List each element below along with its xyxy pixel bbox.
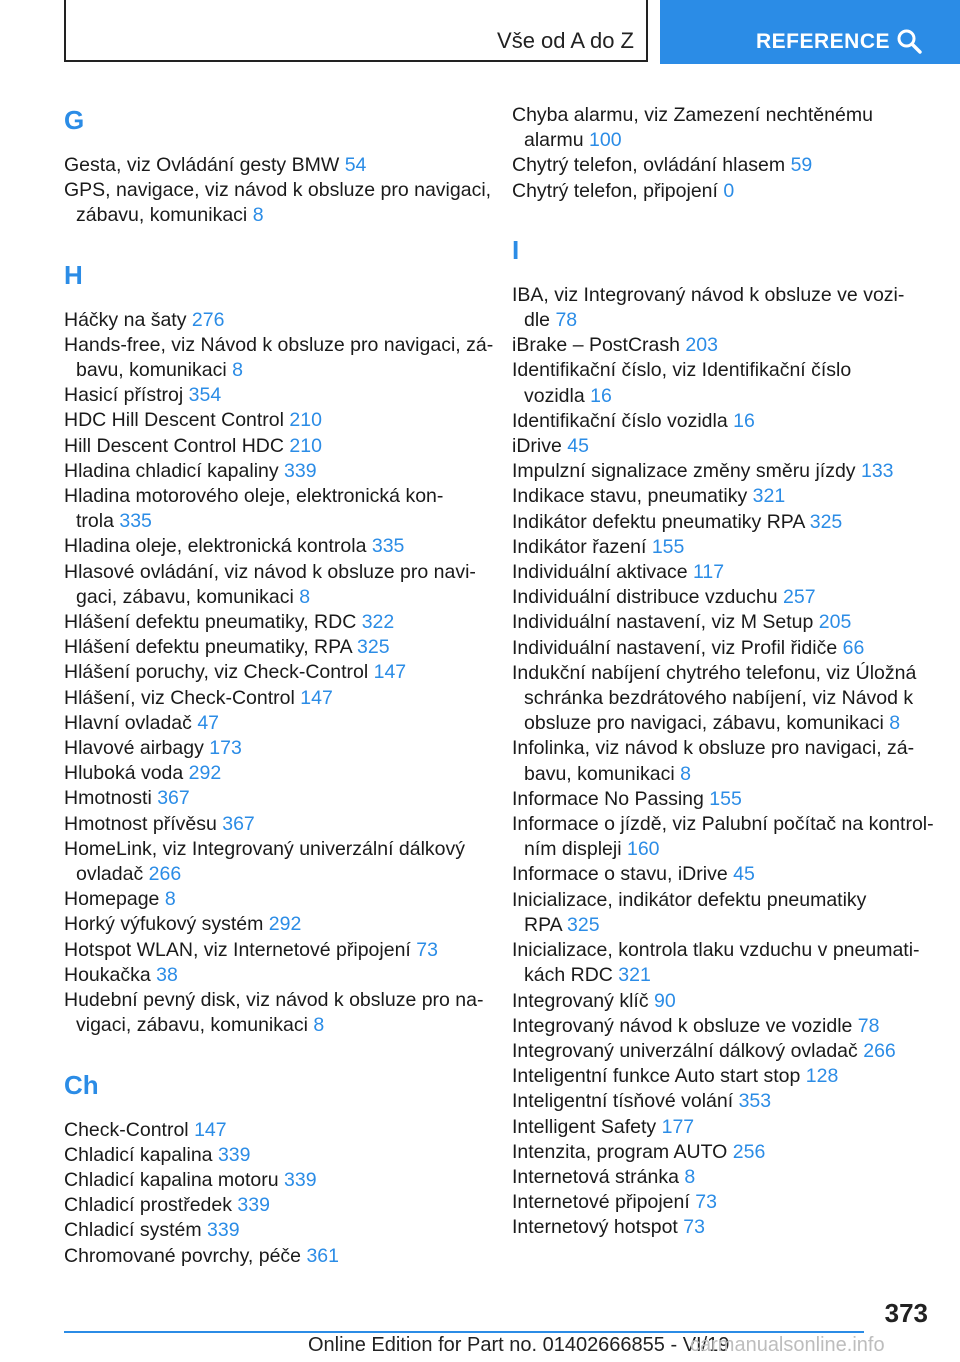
index-entry-text: Individuální distribuce vzduchu xyxy=(512,586,778,609)
index-entry-text: obsluze pro navigaci, zábavu, komunikaci xyxy=(524,712,884,735)
index-entry-text: Hmotnosti xyxy=(64,787,152,810)
index-entry-text: alarmu xyxy=(524,129,584,152)
index-entry-text: Identifikační číslo, viz Identifikační číslo xyxy=(512,359,852,382)
page-reference-link[interactable]: 339 xyxy=(237,1194,270,1217)
index-entry xyxy=(512,434,932,459)
index-entry-text: zábavu, komunikaci xyxy=(76,204,248,227)
page-reference-link[interactable]: 266 xyxy=(148,863,182,886)
page-reference-link[interactable]: 210 xyxy=(289,434,322,457)
index-entry xyxy=(512,812,932,862)
index-entry xyxy=(512,333,932,358)
page-reference-link[interactable]: 367 xyxy=(157,787,190,810)
index-entry-text: Informace o jízdě, viz Palubní počítač na kontrol- xyxy=(512,813,934,836)
section-gap xyxy=(64,229,484,255)
index-entry xyxy=(64,459,484,484)
watermark: carmanualsonline.info xyxy=(690,1334,885,1356)
page-reference-link[interactable]: 78 xyxy=(555,309,578,332)
index-entry-text: iDrive xyxy=(512,435,562,458)
index-entry xyxy=(512,888,932,938)
index-entry-text: Gesta, viz Ovládání gesty BMW xyxy=(64,154,340,176)
index-entry-text: Chyba alarmu, viz Zamezení nechtěnému xyxy=(512,104,873,126)
page-reference-link[interactable]: 361 xyxy=(306,1244,339,1267)
index-entry xyxy=(512,179,932,204)
index-entry-text: Hudební pevný disk, viz návod k obsluze pro na- xyxy=(64,989,484,1012)
page-reference-link[interactable]: 325 xyxy=(809,510,843,533)
index-entry xyxy=(512,1064,932,1089)
index-entry-text: Hluboká voda xyxy=(64,762,184,785)
index-entry xyxy=(64,560,484,610)
page-reference-link[interactable]: 339 xyxy=(284,1168,317,1191)
page-reference-link[interactable]: 147 xyxy=(373,661,407,684)
index-entry xyxy=(512,510,932,535)
index-entry-text: Intenzita, program AUTO xyxy=(512,1140,728,1163)
page-reference-link[interactable]: 325 xyxy=(567,913,600,936)
index-entry xyxy=(64,1193,484,1218)
page-reference-link[interactable]: 47 xyxy=(197,711,220,734)
page-reference-link[interactable]: 292 xyxy=(268,913,302,936)
page-reference-link[interactable]: 8 xyxy=(889,712,901,735)
index-entry xyxy=(512,560,932,585)
index-entry-text: Inicializace, kontrola tlaku vzduchu v pneumati- xyxy=(512,939,920,962)
index-letter-heading: H xyxy=(64,259,83,290)
page-reference-link[interactable]: 160 xyxy=(626,838,660,861)
index-entry-text: Indikátor řazení xyxy=(512,535,647,558)
page-reference-link[interactable]: 210 xyxy=(289,409,322,432)
page-reference-link[interactable]: 339 xyxy=(207,1219,240,1242)
index-entry-text: Informace o stavu, iDrive xyxy=(512,863,728,886)
page-reference-link[interactable]: 155 xyxy=(709,787,742,810)
index-entry-text: vozidla xyxy=(524,384,585,407)
page-reference-link[interactable]: 147 xyxy=(300,686,333,709)
index-entry xyxy=(512,661,932,737)
index-entry xyxy=(512,787,932,812)
index-entry-text: Individuální aktivace xyxy=(512,561,688,584)
index-entry-text: Hladina motorového oleje, elektronická kon- xyxy=(64,485,444,508)
search-icon[interactable] xyxy=(896,28,922,54)
index-entry xyxy=(64,1218,484,1243)
page-reference-link[interactable]: 38 xyxy=(156,963,178,986)
index-entry-text: Integrovaný klíč xyxy=(512,989,649,1012)
index-entry-text: Hands-free, viz Návod k obsluze pro navigaci, zá- xyxy=(64,333,494,356)
index-entry-text: RPA xyxy=(524,913,562,936)
index-entry-text: Inteligentní tísňové volání xyxy=(512,1090,734,1113)
index-entry xyxy=(512,1190,932,1215)
index-entry xyxy=(512,1014,932,1039)
index-entry xyxy=(64,408,484,433)
index-entry xyxy=(512,989,932,1014)
index-entry xyxy=(64,887,484,912)
index-entry xyxy=(64,1118,484,1143)
index-letter-heading: Ch xyxy=(64,1069,99,1100)
index-entry-text: Impulzní signalizace změny směru jízdy xyxy=(512,460,856,483)
index-entry-text: Háčky na šaty xyxy=(64,308,187,331)
index-entry-text: kách RDC xyxy=(524,964,613,987)
index-entry xyxy=(64,1168,484,1193)
index-entry xyxy=(64,988,484,1038)
index-entry-text: Indikace stavu, pneumatiky xyxy=(512,485,748,508)
index-entry xyxy=(512,610,932,635)
index-entry-text: Hlasové ovládání, viz návod k obsluze pro navi- xyxy=(64,560,476,583)
index-entry xyxy=(512,938,932,988)
index-entry-text: Indukční nabíjení chytrého telefonu, viz Úložná xyxy=(512,661,917,684)
index-entry xyxy=(64,610,484,635)
index-entry-text: bavu, komunikaci xyxy=(76,359,227,382)
page-reference-link[interactable]: 8 xyxy=(232,359,243,382)
index-entry xyxy=(512,459,932,484)
index-entry-text: Integrovaný univerzální dálkový ovladač xyxy=(512,1039,858,1062)
page-reference-link[interactable]: 335 xyxy=(371,535,405,558)
index-entry-text: Chytrý telefon, připojení xyxy=(512,179,718,202)
index-entry-text: Chytrý telefon, ovládání hlasem xyxy=(512,154,786,177)
index-entry xyxy=(64,333,494,383)
index-entry xyxy=(64,963,484,988)
page-reference-link[interactable]: 59 xyxy=(790,154,813,177)
index-entry xyxy=(64,178,492,228)
page-reference-link[interactable]: 205 xyxy=(818,611,852,634)
index-entry xyxy=(64,912,484,937)
index-entry-text: Hlášení, viz Check-Control xyxy=(64,686,295,709)
page-reference-link[interactable]: 8 xyxy=(313,1014,325,1037)
page-reference-link[interactable]: 128 xyxy=(805,1065,839,1088)
section-gap xyxy=(64,1039,484,1065)
index-entry-text: Chromované povrchy, péče xyxy=(64,1244,302,1267)
index-entry xyxy=(64,383,484,408)
index-entry xyxy=(64,308,484,333)
page-reference-link[interactable]: 73 xyxy=(416,938,438,961)
index-entry xyxy=(512,636,932,661)
index-column-left xyxy=(64,100,494,1269)
index-entry xyxy=(64,660,484,685)
page-reference-link[interactable]: 256 xyxy=(732,1140,766,1163)
page-reference-link[interactable]: 276 xyxy=(191,308,225,331)
page-reference-link[interactable]: 354 xyxy=(188,384,222,407)
page-reference-link[interactable]: 177 xyxy=(661,1115,695,1138)
section-title: Vše od A do Z xyxy=(497,28,634,53)
page-reference-link[interactable]: 8 xyxy=(252,204,264,227)
page-reference-link[interactable]: 339 xyxy=(217,1143,251,1166)
index-entry-text: vigaci, zábavu, komunikaci xyxy=(76,1014,308,1037)
page-reference-link[interactable]: 8 xyxy=(680,762,691,785)
index-entry xyxy=(64,534,484,559)
page-reference-link[interactable]: 66 xyxy=(842,636,865,659)
index-entry xyxy=(64,434,484,459)
index-entry xyxy=(64,938,484,963)
page-reference-link[interactable]: 8 xyxy=(164,888,176,911)
index-entry-text: Chladicí prostředek xyxy=(64,1194,232,1217)
index-entry-text: trola xyxy=(76,510,114,533)
index-entry-text: Hladina chladicí kapaliny xyxy=(64,459,279,482)
page-reference-link[interactable]: 292 xyxy=(188,762,222,785)
index-entry xyxy=(64,484,484,534)
index-entry xyxy=(64,736,484,761)
page-reference-link[interactable]: 173 xyxy=(209,737,242,760)
page-reference-link[interactable]: 321 xyxy=(618,964,651,987)
index-entry-text: Inteligentní funkce Auto start stop xyxy=(512,1065,801,1088)
index-entry-text: iBrake – PostCrash xyxy=(512,334,680,357)
page-reference-link[interactable]: 16 xyxy=(733,409,755,432)
reference-tab[interactable] xyxy=(660,0,960,64)
index-entry xyxy=(64,761,484,786)
index-entry-text: dle xyxy=(524,309,551,332)
index-entry-text: Informace No Passing xyxy=(512,787,704,810)
index-entry xyxy=(512,1115,932,1140)
index-entry-text: Chladicí systém xyxy=(64,1219,202,1242)
index-letter-heading: G xyxy=(64,105,85,135)
footer-divider xyxy=(64,1331,864,1333)
index-entry-text: Chladicí kapalina xyxy=(64,1143,213,1166)
index-entry-text: Horký výfukový systém xyxy=(64,913,264,936)
index-entry-text: Hmotnost přívěsu xyxy=(64,812,217,835)
index-entry-text: GPS, navigace, viz návod k obsluze pro navigaci, xyxy=(64,179,492,202)
index-entry xyxy=(64,837,484,887)
page-reference-link[interactable]: 90 xyxy=(654,989,676,1012)
page-reference-link[interactable]: 117 xyxy=(693,561,725,584)
index-entry-text: Hotspot WLAN, viz Internetové připojení xyxy=(64,938,411,961)
index-entry xyxy=(512,1089,932,1114)
index-entry-text: HDC Hill Descent Control xyxy=(64,409,284,432)
page-reference-link[interactable]: 325 xyxy=(357,636,390,659)
index-entry xyxy=(512,103,932,153)
index-entry xyxy=(64,686,484,711)
page-reference-link[interactable]: 54 xyxy=(344,154,367,176)
index-entry-text: HomeLink, viz Integrovaný univerzální dálkový xyxy=(64,837,466,860)
index-entry-text: Identifikační číslo vozidla xyxy=(512,409,728,432)
index-entry-text: ním displeji xyxy=(524,838,622,861)
page-reference-link[interactable]: 16 xyxy=(590,384,612,407)
index-entry xyxy=(512,736,932,786)
index-entry xyxy=(512,1165,932,1190)
index-entry-text: Individuální nastavení, viz M Setup xyxy=(512,611,814,634)
index-entry xyxy=(512,862,932,887)
index-entry-text: Inicializace, indikátor defektu pneumatiky xyxy=(512,888,867,911)
index-entry xyxy=(64,812,484,837)
page-reference-link[interactable]: 266 xyxy=(863,1039,896,1062)
index-entry xyxy=(64,635,484,660)
index-entry xyxy=(64,153,484,178)
page-reference-link[interactable]: 335 xyxy=(119,510,152,533)
index-entry xyxy=(512,283,932,333)
page-reference-link[interactable]: 353 xyxy=(738,1090,772,1113)
page-reference-link[interactable]: 133 xyxy=(860,460,894,483)
index-entry-text: Check-Control xyxy=(64,1118,189,1141)
index-entry-text: Hlášení poruchy, viz Check-Control xyxy=(64,661,369,684)
index-entry-text: Integrovaný návod k obsluze ve vozidle xyxy=(512,1014,853,1037)
index-entry xyxy=(512,358,932,408)
index-entry-text: Internetové připojení xyxy=(512,1191,690,1214)
page-reference-link[interactable]: 203 xyxy=(685,334,718,357)
page-reference-link[interactable]: 155 xyxy=(651,535,685,558)
index-entry-text: ovladač xyxy=(76,863,144,886)
index-entry-text: Hill Descent Control HDC xyxy=(64,434,284,457)
page-reference-link[interactable]: 73 xyxy=(683,1216,705,1239)
index-entry-text: bavu, komunikaci xyxy=(524,762,675,785)
index-entry-text: Internetový hotspot xyxy=(512,1216,678,1239)
page-reference-link[interactable]: 322 xyxy=(361,611,395,634)
index-entry-text: gaci, zábavu, komunikaci xyxy=(76,585,294,608)
index-entry-text: Individuální nastavení, viz Profil řidiče xyxy=(512,636,838,659)
index-entry-text: Internetová stránka xyxy=(512,1165,679,1188)
index-column-right xyxy=(512,103,932,1241)
page-reference-link[interactable]: 8 xyxy=(684,1165,696,1188)
page-reference-link[interactable]: 78 xyxy=(857,1014,880,1037)
index-entry xyxy=(512,1039,932,1064)
section-gap xyxy=(512,204,932,230)
page-reference-link[interactable]: 8 xyxy=(299,585,311,608)
index-entry-text: Chladicí kapalina motoru xyxy=(64,1168,279,1191)
index-entry-text: Hlášení defektu pneumatiky, RDC xyxy=(64,611,357,634)
section-header-box xyxy=(64,0,648,62)
index-entry-text: Hladina oleje, elektronická kontrola xyxy=(64,535,367,558)
index-entry-text: Homepage xyxy=(64,888,160,911)
index-entry xyxy=(512,1140,932,1165)
index-entry xyxy=(512,484,932,509)
index-entry-text: Hlášení defektu pneumatiky, RPA xyxy=(64,636,352,659)
index-entry xyxy=(64,711,484,736)
index-entry-text: Infolinka, viz návod k obsluze pro navigaci, zá- xyxy=(512,737,915,760)
page-reference-link[interactable]: 0 xyxy=(723,179,735,202)
index-entry-text: Indikátor defektu pneumatiky RPA xyxy=(512,510,805,533)
index-entry xyxy=(512,153,932,178)
index-entry-text: IBA, viz Integrovaný návod k obsluze ve vozi- xyxy=(512,283,905,306)
index-entry-text: Houkačka xyxy=(64,963,151,986)
page-reference-link[interactable]: 100 xyxy=(589,129,622,152)
index-entry-text: Intelligent Safety xyxy=(512,1115,657,1138)
reference-label: REFERENCE xyxy=(756,30,891,53)
page-reference-link[interactable]: 45 xyxy=(733,863,755,886)
index-entry xyxy=(64,1244,484,1269)
index-entry xyxy=(512,409,932,434)
edition-text: Online Edition for Part no. 01402666855 - VI/19 xyxy=(308,1334,730,1356)
index-entry-text: Hlavové airbagy xyxy=(64,737,204,760)
index-entry xyxy=(64,1143,484,1168)
index-entry xyxy=(512,1215,932,1240)
index-entry xyxy=(512,585,932,610)
index-entry-text: Hasicí přístroj xyxy=(64,384,184,407)
index-letter-heading: I xyxy=(512,234,520,265)
page-reference-link[interactable]: 73 xyxy=(695,1191,717,1214)
index-entry xyxy=(64,786,484,811)
page-reference-link[interactable]: 339 xyxy=(284,459,317,482)
page-reference-link[interactable]: 45 xyxy=(567,435,589,458)
index-entry xyxy=(512,535,932,560)
index-entry-text: schránka bezdrátového nabíjení, viz Návod k xyxy=(524,687,914,710)
index-entry-text: Hlavní ovladač xyxy=(64,711,192,734)
page-reference-link[interactable]: 257 xyxy=(783,586,816,609)
page-reference-link[interactable]: 147 xyxy=(194,1118,227,1141)
page-number: 373 xyxy=(884,1298,928,1328)
page-reference-link[interactable]: 367 xyxy=(222,812,255,835)
page-reference-link[interactable]: 321 xyxy=(752,485,786,508)
